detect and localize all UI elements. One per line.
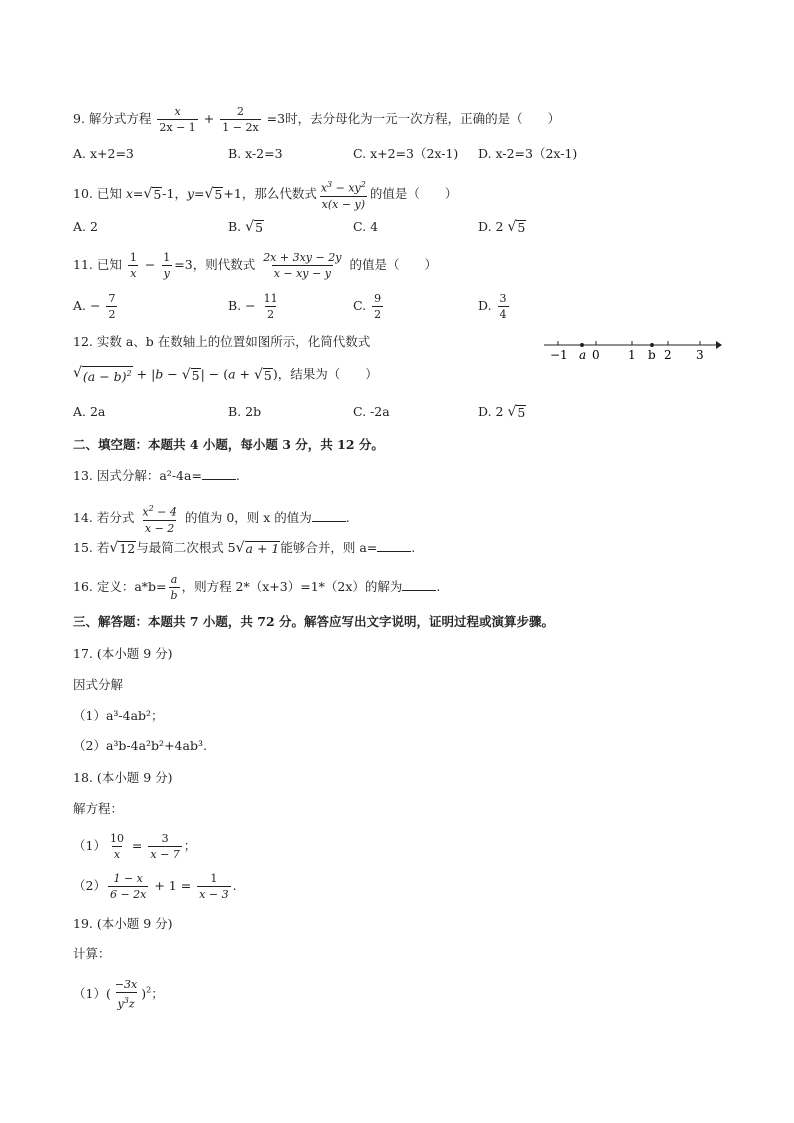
square-root: √ 5 <box>143 185 162 202</box>
question-13: 13. 因式分解：a²-4a= . <box>73 468 240 483</box>
option-c[interactable]: C. x+2=3（2x-1) <box>353 146 459 161</box>
tick-label: 1 <box>628 348 636 362</box>
question-15: 15. 若 √ 12 与最简二次根式 5 √ a + 1 能够合并，则 a= . <box>73 540 416 556</box>
number-line <box>540 335 722 363</box>
question-17-title: 17. (本小题 9 分) <box>73 646 173 661</box>
tick-label: b <box>648 348 656 362</box>
answer-blank[interactable] <box>202 468 236 480</box>
question-17-part-2: （2）a³b-4a²b²+4ab³. <box>73 738 207 753</box>
question-14: 14. 若分式 $\frac{x^2 - 4}{x - 2}$ 的值为 0，则 x 的值为 . <box>73 504 350 535</box>
question-11: 11. 已知 $\frac{1}{x}$ − $\frac{1}{y}$ =3，则代数式 $\frac{2x + 3xy - 2y}{x - xy - y}$ 的值是（ ） <box>73 251 437 280</box>
option-a[interactable]: A. 2a <box>73 404 106 419</box>
tick-label: a <box>579 348 587 362</box>
question-16: 16. 定义：a*b= $\frac{a}{b}$ ，则方程 2*（x+3）=1*（2x）的解为 . <box>73 573 441 602</box>
question-19-lead: 计算： <box>73 946 111 961</box>
option-a[interactable]: A. 2 <box>73 219 98 234</box>
question-19-part-1: （1）( $\frac{-3x}{y^3z}$ )$^2$； <box>73 978 164 1011</box>
answer-blank[interactable] <box>377 540 411 552</box>
tick-label: 0 <box>592 348 600 362</box>
option-b[interactable]: B. √ 5 <box>228 219 264 235</box>
question-18-part-2: （2） $\frac{1 - x}{6 - 2x}$ + 1 = $\frac{1}{x - 3}$ . <box>73 872 237 901</box>
fraction: $\frac{x}{2x - 1}$ <box>159 105 196 134</box>
question-17-lead: 因式分解 <box>73 677 124 692</box>
option-b[interactable]: B. − $\frac{11}{2}$ <box>228 292 278 321</box>
option-d[interactable]: D. x-2=3（2x-1) <box>478 146 578 161</box>
question-19-title: 19. (本小题 9 分) <box>73 916 173 931</box>
fraction: $\frac{2x + 3xy - 2y}{x - xy - y}$ <box>263 251 342 280</box>
option-d[interactable]: D. 2 √ 5 <box>478 404 526 420</box>
question-18-title: 18. (本小题 9 分) <box>73 770 173 785</box>
tick-label: 2 <box>664 348 672 362</box>
answer-blank[interactable] <box>402 579 436 591</box>
option-a[interactable]: A. x+2=3 <box>73 146 134 161</box>
fraction: $\frac{2}{1 - 2x}$ <box>222 105 259 134</box>
option-d[interactable]: D. 2 √ 5 <box>478 219 526 235</box>
question-17-part-1: （1）a³-4ab²； <box>73 708 164 723</box>
section-heading: 二、填空题：本题共 4 小题，每小题 3 分，共 12 分。 <box>73 437 384 452</box>
question-9: 9. 解分式方程 $\frac{x}{2x - 1}$ + $\frac{2}{1 - 2x}$ =3时，去分母化为一元一次方程，正确的是（ ） <box>73 105 561 134</box>
option-c[interactable]: C. -2a <box>353 404 390 419</box>
question-12: 12. 实数 a、b 在数轴上的位置如图所示，化简代数式 <box>73 334 371 349</box>
question-18-lead: 解方程： <box>73 801 124 816</box>
fraction: $\frac{x^3 - xy^2}{x(x - y)}$ <box>320 180 366 211</box>
question-10: 10. 已知 x= √ 5 -1，y= √ 5 +1，那么代数式 $\frac{x^3 - xy^2}{x(x - y)}$ 的值是（ ） <box>73 180 458 211</box>
tick-label: −1 <box>550 348 568 362</box>
option-c[interactable]: C. $\frac{9}{2}$ <box>353 292 382 321</box>
option-d[interactable]: D. $\frac{3}{4}$ <box>478 292 507 321</box>
question-12-expression: √ $(a - b)^2$ + |b − √ 5 | − (a + √ 5 )，结果为（ ） <box>73 365 378 385</box>
answer-blank[interactable] <box>312 510 346 522</box>
square-root: √ 5 <box>204 185 223 202</box>
section-heading: 三、解答题：本题共 7 小题，共 72 分。解答应写出文字说明，证明过程或演算步骤。 <box>73 614 555 629</box>
tick-label: 3 <box>696 348 704 362</box>
option-b[interactable]: B. x-2=3 <box>228 146 283 161</box>
option-c[interactable]: C. 4 <box>353 219 379 234</box>
question-18-part-1: （1） $\frac{10}{x}$ = $\frac{3}{x - 7}$ ； <box>73 832 197 861</box>
option-b[interactable]: B. 2b <box>228 404 262 419</box>
option-a[interactable]: A. − $\frac{7}{2}$ <box>73 292 116 321</box>
